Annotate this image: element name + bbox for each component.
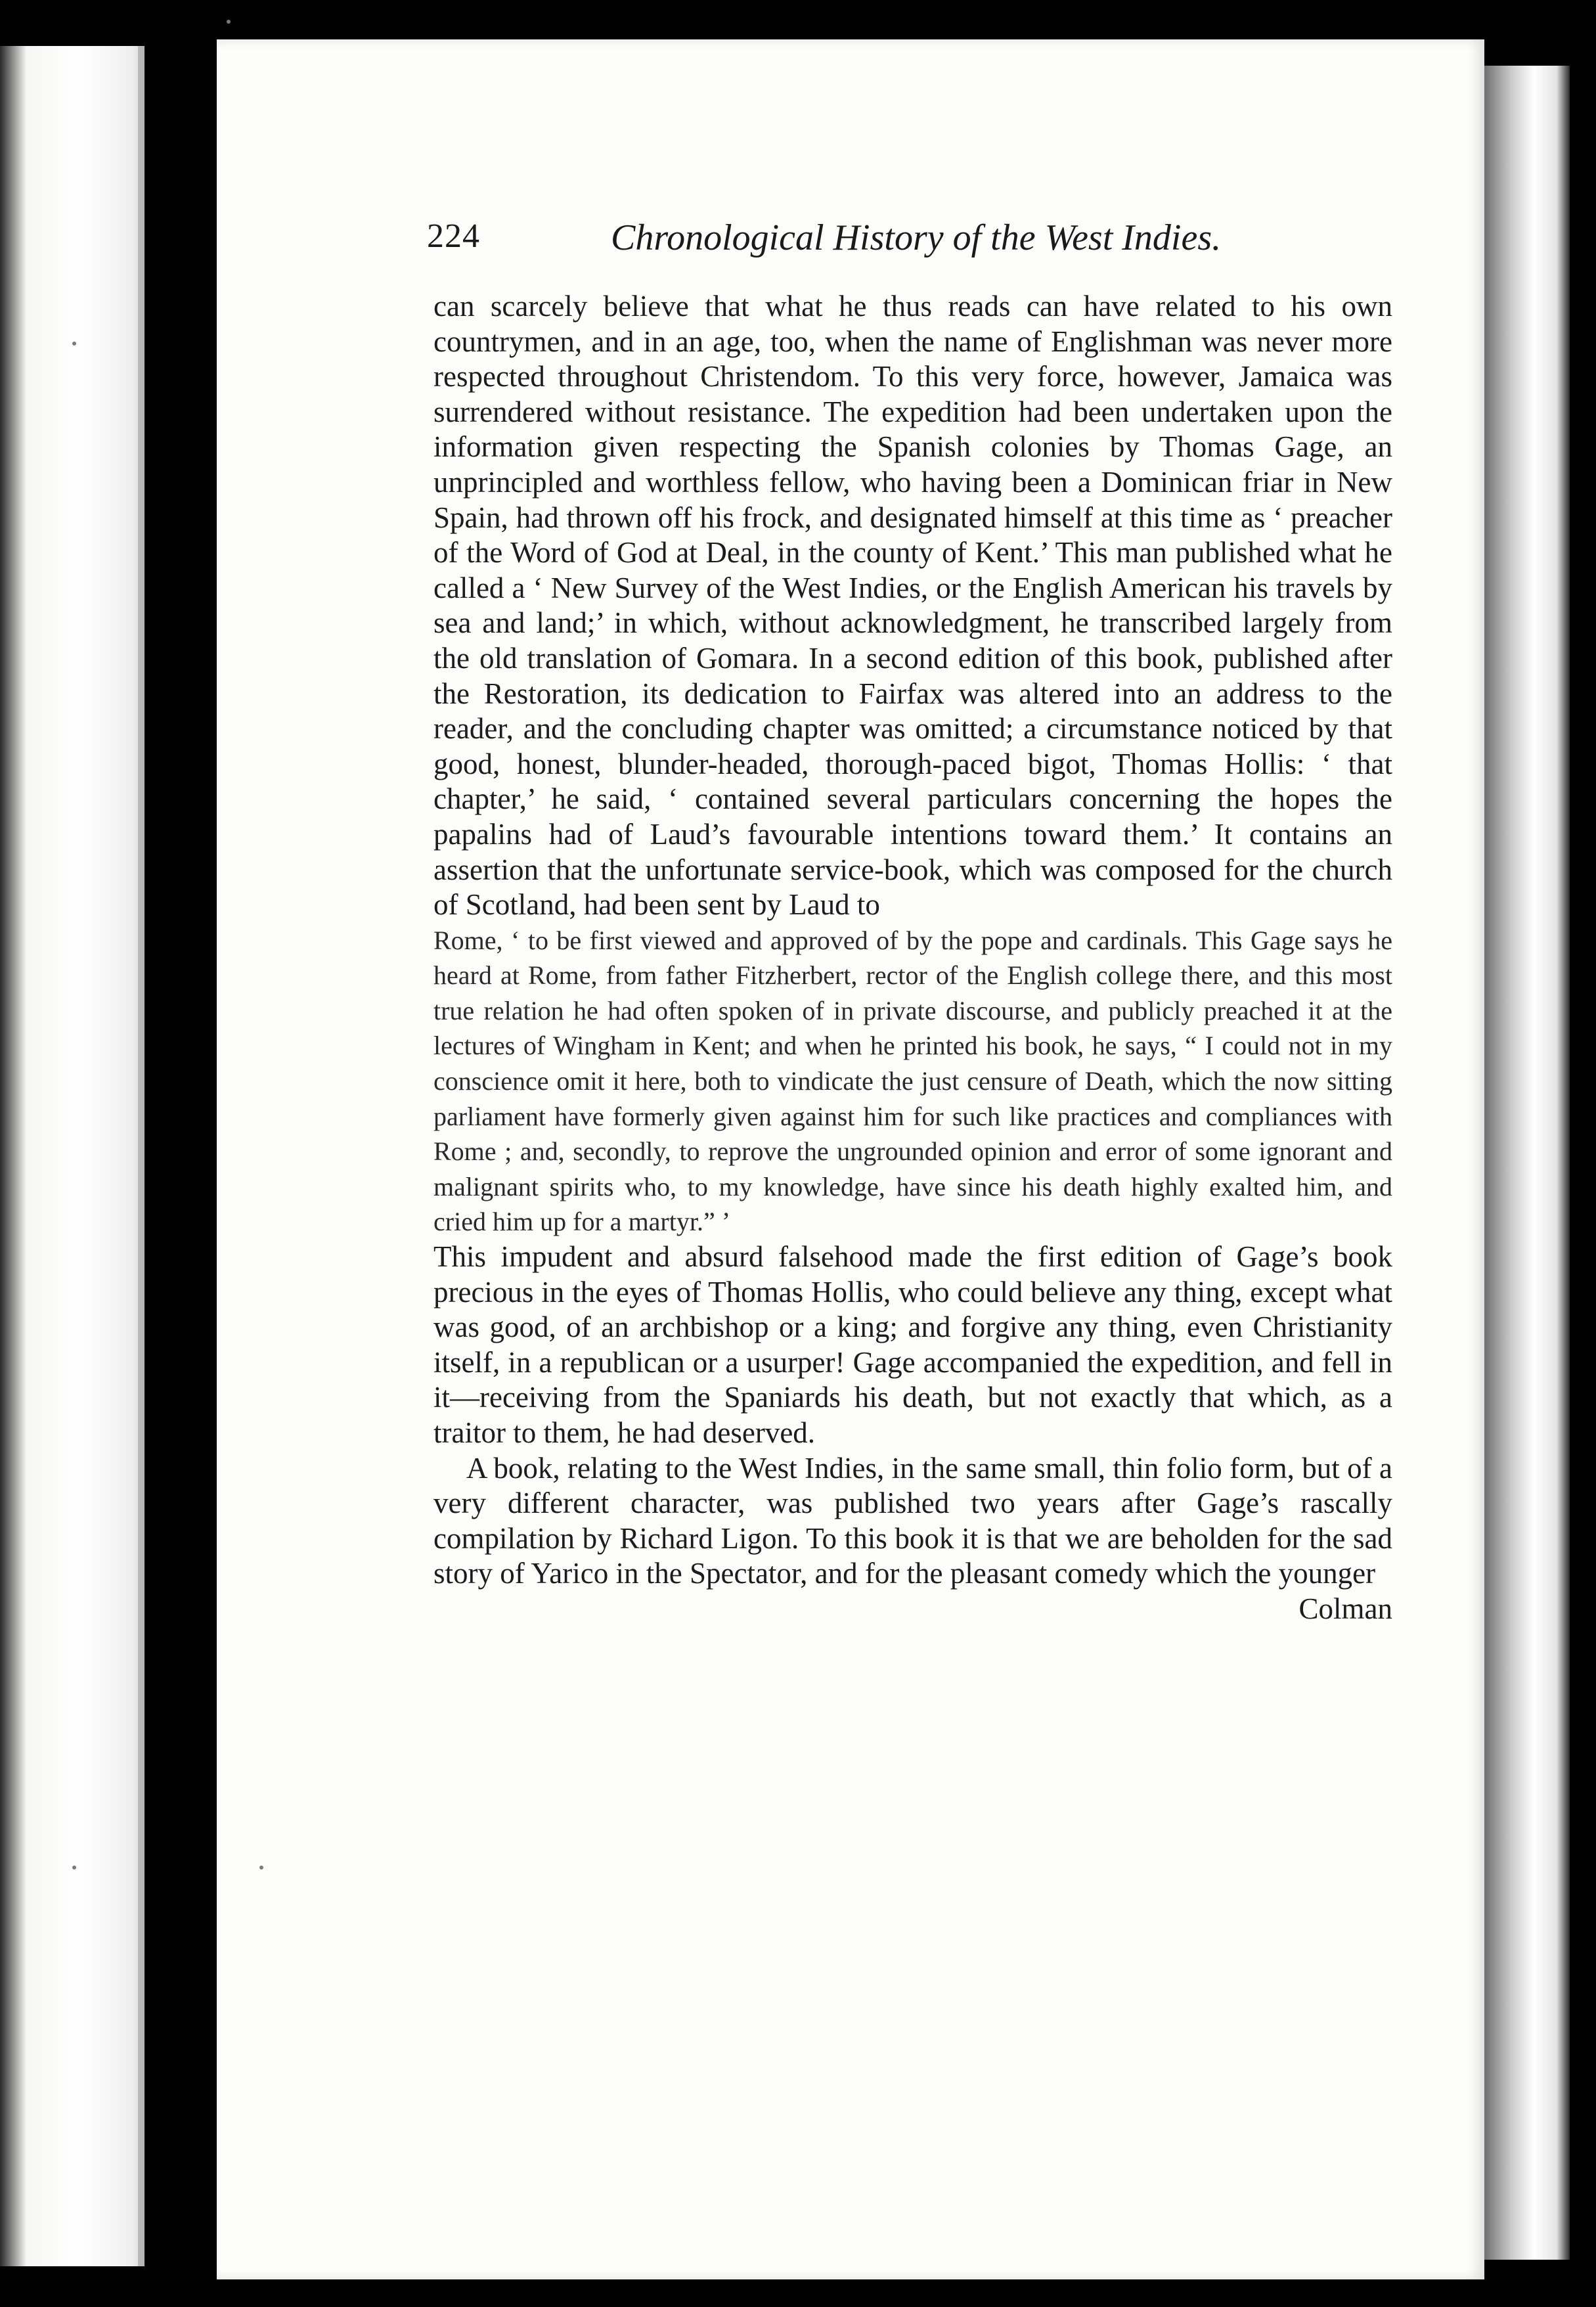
adjacent-page-edge [0,46,144,2266]
scan-speck [72,1866,76,1870]
body-text [433,289,1392,1627]
running-header [427,217,1399,276]
scan-speck [227,20,231,24]
paragraph: This impudent and absurd falsehood made the first edition of Gage’s book precious in the eyes of Thomas Hollis, who could believe any thing, except what was good, of an archbishop or a king; and forgive any thing, even Christianity itself, in a republican or a usurper! Gage accompanied the expedition, and fell in it—receiving from the Spaniards his death, but not exactly that which, as a traitor to them, he had deserved. [433,1240,1392,1449]
scan-speck [259,1866,263,1870]
page-number: 224 [427,217,480,255]
paragraph: A book, relating to the West Indies, in the same small, thin folio form, but of a very different character, was published two years after Gage’s rascally compilation by Richard Ligon. To this book it is that we are beholden for the sad story of Yarico in the Spectator, and for the pleasant comedy which the younger [433,1451,1392,1590]
paragraph: can scarcely believe that what he thus reads can have related to his own countrymen, and in an age, too, when the name of Englishman was never more respected throughout Christendom. To this very force, however, Jamaica was surrendered without resistance. The expedition had been undertaken upon the information given respecting the Spanish colonies by Thomas Gage, an unprincipled and worthless fellow, who having been a Dominican friar in New Spain, had thrown off his frock, and designated himself at this time as ‘ preacher of the Word of God at Deal, in the county of Kent.’ This man published what he called a ‘ New Survey of the West Indies, or the English American his travels by sea and land;’ in which, without acknowledgment, he transcribed largely from the old translation of Gomara. In a second edition of this book, published after the Restoration, its dedication to Fairfax was altered into an address to the reader, and the concluding chapter was omitted; a circumstance noticed by that good, honest, blunder-headed, thorough-paced bigot, Thomas Hollis: ‘ that chapter,’ he said, ‘ contained several particulars concerning the hopes the papalins had of Laud’s favourable intentions toward them.’ It contains an assertion that the unfortunate service-book, which was composed for the church of Scotland, had been sent by Laud to [433,290,1392,922]
gutter-shadow [138,46,230,2266]
scan-speck [72,342,76,346]
running-title: Chronological History of the West Indies. [611,217,1222,258]
page-edge-right [1484,66,1570,2260]
block-quote: Rome, ‘ to be first viewed and approved of by the pope and cardinals. This Gage says he heard at Rome, from father Fitzherbert, rector of the English college there, and this most true relation he had often spoken of in private discourse, and publicly preached it at the lectures of Wingham in Kent; and when he printed his book, he says, “ I could not in my conscience omit it here, both to vindicate the just censure of Death, which the now sitting parliament have formerly given against him for such like practices and compliances with Rome ; and, secondly, to reprove the ungrounded opinion and error of some ignorant and malignant spirits who, to my knowledge, have since his death highly exalted him, and cried him up for a martyr.” ’ [433,925,1392,1237]
catchword: Colman [1298,1592,1392,1625]
